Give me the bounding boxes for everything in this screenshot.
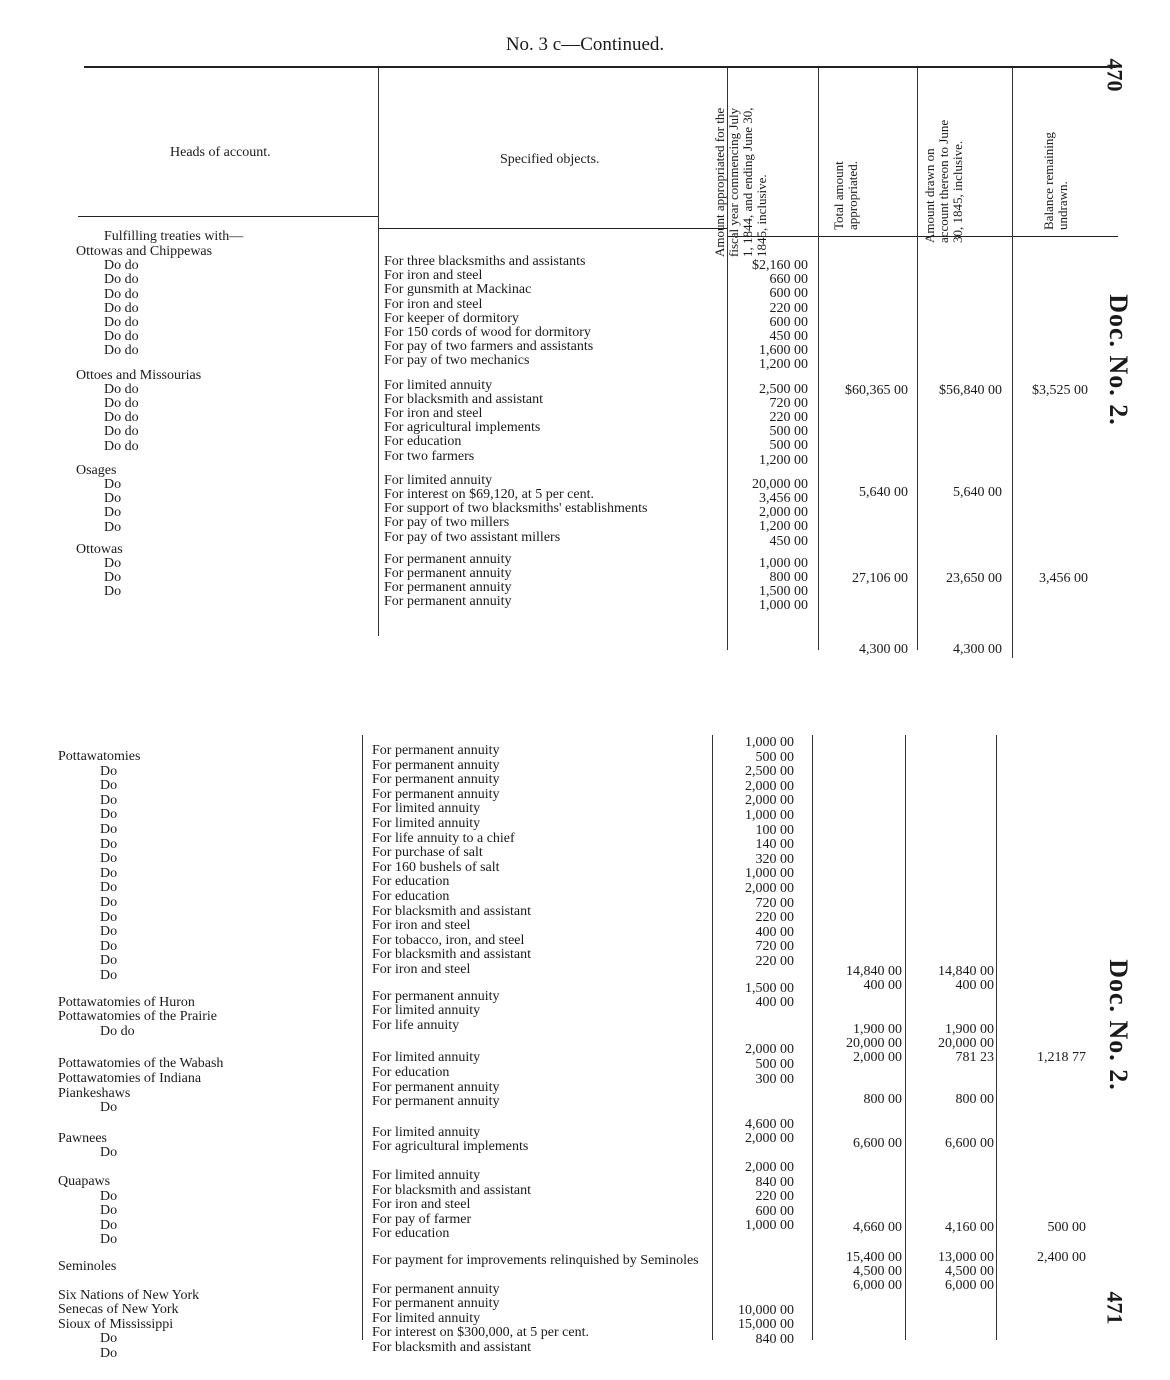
row-amount: 140 00 [755,837,794,853]
row-object: For interest on $300,000, at 5 per cent. [372,1325,589,1341]
header-balance: Balance remaining undrawn. [1041,132,1070,230]
header-heads: Heads of account. [170,145,271,160]
row-head: Do do [104,396,139,411]
row-object: For education [384,434,462,450]
row-object: For permanent annuity [384,551,512,567]
row-head: Do [100,1232,118,1248]
col-divider-1-lower [362,735,363,1340]
sum-balance: 500 00 [1047,1220,1086,1235]
row-head: Do [100,909,118,925]
page-number-bottom: 471 [1102,1291,1128,1325]
row-object: For limited annuity [372,1310,481,1326]
row-head: Do do [104,329,139,345]
sum-drawn: 4,160 00 [945,1220,994,1235]
row-head: Osages [76,462,117,478]
row-amount: 450 00 [769,329,808,344]
row-amount: 600 00 [755,1203,794,1219]
sum-drawn: 4,300 00 [953,642,1002,657]
row-head: Do [100,1100,118,1116]
row-object: For 150 cords of wood for dormitory [384,325,591,340]
row-object: For education [372,1226,450,1242]
row-head: Pawnees [58,1130,107,1146]
row-head: Do [100,1217,118,1233]
sum-drawn: 6,000 00 [945,1278,994,1293]
row-amount: 500 00 [769,438,808,454]
row-object: For permanent annuity [372,786,500,802]
sum-total: 800 00 [863,1092,902,1107]
header-drawn: Amount drawn on account thereon to June 30, 1845, inclusive. [922,119,965,243]
row-head: Six Nations of New York [58,1287,200,1303]
row-amount: 2,500 00 [759,381,808,397]
sum-total: 4,660 00 [853,1220,902,1235]
row-head: Pottawatomies of the Wabash [58,1056,224,1072]
row-object: For limited annuity [384,377,493,393]
row-object: For tobacco, iron, and steel [372,932,525,948]
row-head: Ottowas and Chippewas [76,244,213,259]
row-head: Do [100,1145,118,1161]
row-head: Pottawatomies [58,749,141,764]
sum-drawn: 800 00 [955,1092,994,1107]
sum-total: 6,000 00 [853,1278,902,1293]
row-amount: 220 00 [769,300,808,316]
row-object: For pay of farmer [372,1211,472,1227]
sum-total: 1,900 00 [853,1022,902,1037]
row-head: Ottowas [76,541,123,557]
sum-total: 6,600 00 [853,1136,902,1151]
row-head: Do [104,491,122,507]
row-object: For life annuity [372,1017,460,1033]
row-object: For limited annuity [372,1124,481,1140]
header-amount: Amount appropriated for the fiscal year commencing July 1, 1844, and ending June 30, 1845, inclusive. [712,107,769,257]
row-head: Do [100,1346,118,1361]
row-object: For permanent annuity [372,757,500,773]
row-object: For iron and steel [384,406,483,421]
row-amount: 1,000 00 [745,1218,794,1234]
row-head: Pottawatomies of the Prairie [58,1009,218,1025]
sum-balance: 3,456 00 [1039,571,1088,586]
row-amount: $2,160 00 [752,258,808,273]
row-head: Do [100,865,118,881]
table-top-rule [84,66,1116,68]
sum-total: 400 00 [863,978,902,993]
col-divider-3 [818,68,819,650]
row-object: For three blacksmiths and assistants [384,254,586,269]
row-object: For pay of two mechanics [384,353,530,369]
row-amount: 2,000 00 [759,505,808,521]
row-head: Do [100,836,118,852]
row-amount: 1,000 00 [745,866,794,882]
sum-drawn: 5,640 00 [953,485,1002,500]
row-amount: 1,200 00 [759,519,808,535]
row-head: Do do [104,343,139,359]
row-amount: 1,000 00 [759,598,808,614]
row-head: Do [100,953,118,969]
col-divider-4 [917,68,918,650]
row-amount: 2,000 00 [745,793,794,809]
sum-drawn: 1,900 00 [945,1022,994,1037]
row-amount: 100 00 [755,822,794,838]
row-amount: 20,000 00 [752,476,808,492]
row-head: Do do [104,300,139,316]
row-amount: 800 00 [769,570,808,585]
col-divider-5 [1012,68,1013,658]
row-head: Do do [104,286,139,302]
row-amount: 1,000 00 [759,555,808,571]
row-head: Do [104,556,122,571]
row-object: For permanent annuity [384,566,512,581]
row-amount: 720 00 [755,895,794,911]
row-head: Do do [104,410,139,426]
row-object: For blacksmith and assistant [372,903,532,919]
row-head: Ottoes and Missourias [76,367,202,383]
row-amount: 660 00 [769,272,808,288]
row-head: Pottawatomies of Huron [58,994,195,1010]
row-object: For iron and steel [372,918,471,934]
sum-total: 14,840 00 [846,964,902,979]
row-object: For limited annuity [384,472,493,488]
row-object: For education [372,874,450,890]
row-object: For life annuity to a chief [372,830,515,846]
row-head: Piankeshaws [58,1085,131,1101]
row-amount: 10,000 00 [738,1302,794,1318]
sum-drawn: 781 23 [955,1050,994,1065]
row-head: Do [100,924,118,940]
row-amount: 2,000 00 [745,1131,794,1147]
row-object: For pay of two farmers and assistants [384,339,594,355]
row-head: Do [100,792,118,808]
row-amount: 2,000 00 [745,1160,794,1175]
row-object: For education [372,1065,450,1080]
row-object: For payment for improvements relinquished by Seminoles [372,1253,699,1268]
row-object: For gunsmith at Mackinac [384,282,532,298]
page-number-top: 470 [1102,58,1128,92]
row-head: Do do [104,424,139,440]
sum-drawn: 23,650 00 [946,571,1002,586]
sum-total: 15,400 00 [846,1250,902,1265]
row-amount: 1,500 00 [759,584,808,600]
row-head: Do [104,570,122,586]
row-amount: 1,000 00 [745,808,794,823]
row-object: For permanent annuity [384,580,512,596]
row-head: Do [100,938,118,954]
row-head: Seminoles [58,1259,117,1274]
row-object: For iron and steel [372,1197,471,1213]
row-amount: 500 00 [755,1057,794,1072]
row-object: For keeper of dormitory [384,310,519,326]
sum-total: $60,365 00 [845,383,908,398]
row-head: Sioux of Mississippi [58,1316,174,1332]
row-amount: 2,000 00 [745,881,794,896]
row-amount: 600 00 [769,314,808,330]
row-head: Do [104,505,122,521]
row-head: Do [100,880,118,896]
row-head: Do [100,822,118,837]
row-object: For blacksmith and assistant [384,391,544,407]
objects-rule [378,228,728,229]
row-head: Do do [100,1023,135,1039]
row-object: For limited annuity [372,816,481,831]
row-object: For iron and steel [384,268,483,284]
row-amount: 1,200 00 [759,357,808,373]
row-head: Do [100,1203,118,1219]
row-object: For limited annuity [372,1003,481,1019]
row-amount: 320 00 [755,851,794,867]
row-amount: 450 00 [769,533,808,549]
row-object: For interest on $69,120, at 5 per cent. [384,487,594,502]
row-head: Do [104,519,122,535]
row-amount: 1,200 00 [759,452,808,468]
row-object: For agricultural implements [384,420,541,436]
row-object: For blacksmith and assistant [372,947,532,963]
row-object: For agricultural implements [372,1139,529,1155]
row-object: For permanent annuity [372,1281,500,1297]
row-object: For permanent annuity [384,594,512,610]
row-head: Do [100,807,118,823]
row-amount: 2,000 00 [745,778,794,794]
sum-balance: 2,400 00 [1037,1250,1086,1265]
row-object: For limited annuity [372,1168,481,1183]
row-amount: 220 00 [755,1189,794,1205]
head-rule [78,216,378,217]
row-head: Do do [104,258,139,274]
row-object: For iron and steel [372,962,471,977]
row-object: For permanent annuity [372,1296,500,1312]
row-head: Do [104,477,122,492]
row-amount: 500 00 [769,424,808,440]
row-amount: 2,500 00 [745,764,794,780]
row-head: Do do [104,381,139,397]
sum-balance: $3,525 00 [1032,383,1088,398]
row-head: Senecas of New York [58,1302,179,1318]
row-object: For limited annuity [372,1050,481,1066]
doc-label-top: Doc. No. 2. [1103,294,1133,426]
sum-total: 5,640 00 [859,485,908,500]
sum-drawn: 400 00 [955,978,994,993]
sum-drawn: 6,600 00 [945,1136,994,1151]
intro-text: Fulfilling treaties with— [104,229,244,244]
row-amount: 220 00 [769,410,808,425]
col-divider-1 [378,68,379,636]
sum-drawn: 13,000 00 [938,1250,994,1265]
row-object: For permanent annuity [372,772,500,788]
page-title: No. 3 c—Continued. [505,34,665,55]
row-object: For education [372,889,450,904]
row-amount: 220 00 [755,910,794,926]
row-head: Do [100,895,118,910]
row-object: For 160 bushels of salt [372,859,500,875]
row-object: For iron and steel [384,296,483,312]
row-amount: 300 00 [755,1071,794,1087]
row-amount: 220 00 [755,954,794,969]
row-head: Do do [104,315,139,330]
row-object: For permanent annuity [372,1079,500,1095]
row-head: Do [100,968,118,983]
row-amount: 3,456 00 [759,491,808,506]
sum-balance: 1,218 77 [1037,1050,1086,1065]
row-head: Do [100,778,118,794]
row-object: For support of two blacksmiths' establishments [384,501,648,517]
sum-drawn: 14,840 00 [938,964,994,979]
sum-drawn: 20,000 00 [938,1036,994,1051]
row-head: Do do [104,438,139,454]
sum-total: 27,106 00 [852,571,908,586]
row-amount: 400 00 [755,995,794,1011]
row-object: For limited annuity [372,801,481,817]
row-amount: 400 00 [755,924,794,940]
sum-drawn: $56,840 00 [939,383,1002,398]
row-amount: 720 00 [769,395,808,411]
row-object: For permanent annuity [372,1094,500,1110]
row-head: Quapaws [58,1174,111,1189]
row-object: For permanent annuity [372,988,500,1004]
row-amount: 600 00 [769,286,808,302]
row-head: Pottawatomies of Indiana [58,1071,202,1086]
row-object: For purchase of salt [372,845,483,861]
row-object: For pay of two assistant millers [384,529,561,545]
row-amount: 1,000 00 [745,735,794,750]
sum-total: 4,500 00 [853,1264,902,1279]
row-amount: 4,600 00 [745,1116,794,1132]
row-object: For blacksmith and assistant [372,1182,532,1198]
row-head: Do [100,763,118,779]
row-object: For permanent annuity [372,743,500,758]
row-amount: 840 00 [755,1332,794,1347]
row-head: Do do [104,272,139,288]
row-object: For pay of two millers [384,515,510,531]
row-amount: 2,000 00 [745,1042,794,1058]
header-total: Total amount appropriated. [831,161,860,230]
sum-drawn: 4,500 00 [945,1264,994,1279]
row-object: For blacksmith and assistant [372,1340,532,1355]
row-head: Do [100,1188,118,1204]
row-object: For two farmers [384,448,475,464]
doc-label-bottom: Doc. No. 2. [1103,959,1133,1091]
row-amount: 1,600 00 [759,343,808,359]
row-head: Do [100,851,118,867]
row-amount: 15,000 00 [738,1317,794,1333]
sum-total: 2,000 00 [853,1050,902,1065]
row-amount: 1,500 00 [745,980,794,996]
row-amount: 720 00 [755,939,794,955]
sum-total: 4,300 00 [859,642,908,657]
header-objects: Specified objects. [500,152,600,167]
row-head: Do [100,1331,118,1347]
sum-total: 20,000 00 [846,1036,902,1051]
row-amount: 500 00 [755,749,794,765]
row-head: Do [104,584,122,600]
row-amount: 840 00 [755,1174,794,1190]
